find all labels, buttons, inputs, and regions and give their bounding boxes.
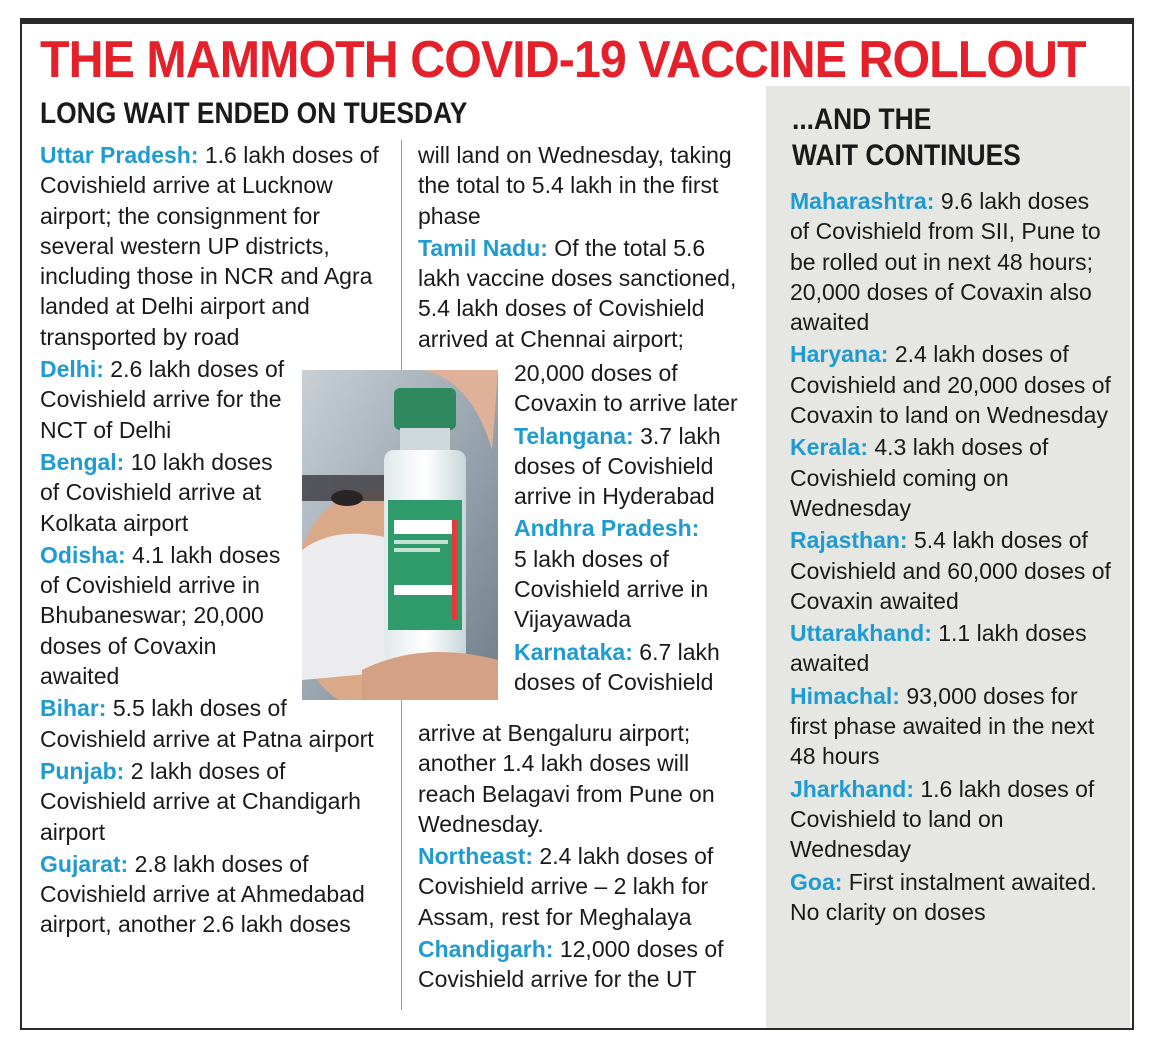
state-detail: 93,000 doses for first phase awaited in the next 48 hours [790, 682, 1095, 770]
state-name: Gujarat: [40, 850, 129, 877]
state-detail: 2.4 lakh doses of Covishield arrive – 2 lakh for Assam, rest for Meghalaya [418, 843, 714, 930]
state-detail: Of the total 5.6 lakh vaccine doses sanctioned, 5.4 lakh doses of Covishield arrived at Chennai airport; [418, 234, 737, 352]
state-entry [40, 756, 385, 847]
state-entry [40, 140, 385, 352]
state-name: Bihar: [40, 695, 107, 722]
state-name: Goa: [790, 868, 843, 895]
middle-column-lower [418, 718, 748, 995]
state-entry [790, 432, 1112, 523]
state-entry [40, 354, 290, 445]
state-entry [790, 525, 1112, 616]
right-heading-line1: ...AND THE [792, 103, 932, 136]
state-detail: 2.8 lakh doses of Covishield arrive at Ahmedabad airport, another 2.6 lakh doses [40, 850, 365, 938]
state-name: Punjab: [40, 757, 125, 784]
state-detail: 2.6 lakh doses of Covishield arrive for the NCT of Delhi [40, 356, 285, 443]
right-column [790, 186, 1112, 927]
continuation-text: 20,000 doses of Covaxin to arrive later [514, 360, 738, 417]
state-entry [790, 618, 1112, 679]
state-name: Chandigarh: [418, 936, 554, 963]
state-detail: 5.4 lakh doses of Covishield and 60,000 doses of Covaxin awaited [790, 527, 1111, 614]
state-entry [40, 693, 385, 754]
state-entry [514, 513, 750, 634]
state-detail: 2 lakh doses of Covishield arrive at Chandigarh airport [40, 757, 361, 845]
state-name: Jharkhand: [790, 775, 914, 802]
state-entry [418, 233, 748, 354]
state-entry [40, 849, 385, 940]
state-detail: 4.1 lakh doses of Covishield arrive in Bhubaneswar; 20,000 doses of Covaxin awaited [40, 541, 281, 690]
state-entry [790, 681, 1112, 772]
state-detail: 12,000 doses of Covishield arrive for the UT [418, 936, 724, 993]
state-entry [40, 447, 290, 538]
state-name: Uttar Pradesh: [40, 142, 199, 168]
vial-photo-illustration [302, 370, 498, 700]
state-name: Kerala: [790, 434, 868, 461]
state-name: Himachal: [790, 682, 900, 709]
right-heading-line2: WAIT CONTINUES [792, 139, 1021, 172]
state-detail: 4.3 lakh doses of Covishield coming on Wednesday [790, 434, 1049, 521]
state-name: Rajasthan: [790, 527, 908, 554]
state-detail: 1.1 lakh doses awaited [790, 620, 1087, 677]
state-detail: 3.7 lakh doses of Covishield arrive in Hyderabad [514, 422, 721, 510]
state-entry [418, 841, 748, 932]
state-entry [418, 934, 748, 995]
state-name: Tamil Nadu: [418, 234, 548, 261]
state-name: Northeast: [418, 843, 534, 870]
state-detail: 5 lakh doses of Covishield arrive in Vijayawada [514, 545, 709, 633]
state-detail: 6.7 lakh doses of Covishield [514, 638, 720, 695]
state-name: Uttarakhand: [790, 620, 932, 647]
state-entry [790, 774, 1112, 865]
middle-column-inset [514, 358, 750, 697]
vial-cap [394, 388, 456, 430]
page-title: THE MAMMOTH COVID-19 VACCINE ROLLOUT [40, 31, 1086, 89]
state-detail: 10 lakh doses of Covishield arrive at Kolkata airport [40, 448, 273, 536]
state-entry [790, 339, 1112, 430]
vaccine-vial-photo [302, 370, 498, 700]
state-name: Karnataka: [514, 638, 633, 665]
state-entry [40, 540, 290, 691]
state-name: Bengal: [40, 448, 125, 475]
state-detail: 1.6 lakh doses of Covishield to land on Wednesday [790, 775, 1095, 863]
state-detail: First instalment awaited. No clarity on doses [790, 868, 1097, 925]
state-detail: 5.5 lakh doses of Covishield arrive at Patna airport [40, 695, 374, 752]
middle-column [418, 140, 748, 354]
state-name: Maharashtra: [790, 188, 935, 214]
left-heading: LONG WAIT ENDED ON TUESDAY [40, 97, 468, 130]
state-entry [790, 186, 1112, 337]
state-entry [514, 421, 750, 512]
continuation-text: will land on Wednesday, taking the total to 5.4 lakh in the first phase [418, 142, 732, 229]
state-name: Andhra Pradesh: [514, 515, 700, 542]
state-detail: 2.4 lakh doses of Covishield and 20,000 doses of Covaxin to land on Wednesday [790, 341, 1111, 429]
state-detail: 1.6 lakh doses of Covishield arrive at Lucknow airport; the consignment for several western UP districts, including those in NCR and Agra landed at Delhi airport and transported by road [40, 142, 379, 350]
continuation-text: arrive at Bengaluru airport; another 1.4 lakh doses will reach Belagavi from Pune on Wednesday. [418, 720, 715, 837]
state-entry [514, 637, 750, 698]
state-name: Telangana: [514, 422, 634, 449]
state-entry [790, 867, 1112, 928]
state-name: Delhi: [40, 356, 104, 383]
state-detail: 9.6 lakh doses of Covishield from SII, Pune to be rolled out in next 48 hours; 20,000 doses of Covaxin also awaited [790, 188, 1101, 336]
state-name: Odisha: [40, 541, 126, 568]
state-name: Haryana: [790, 341, 889, 368]
vial-label [388, 500, 462, 630]
